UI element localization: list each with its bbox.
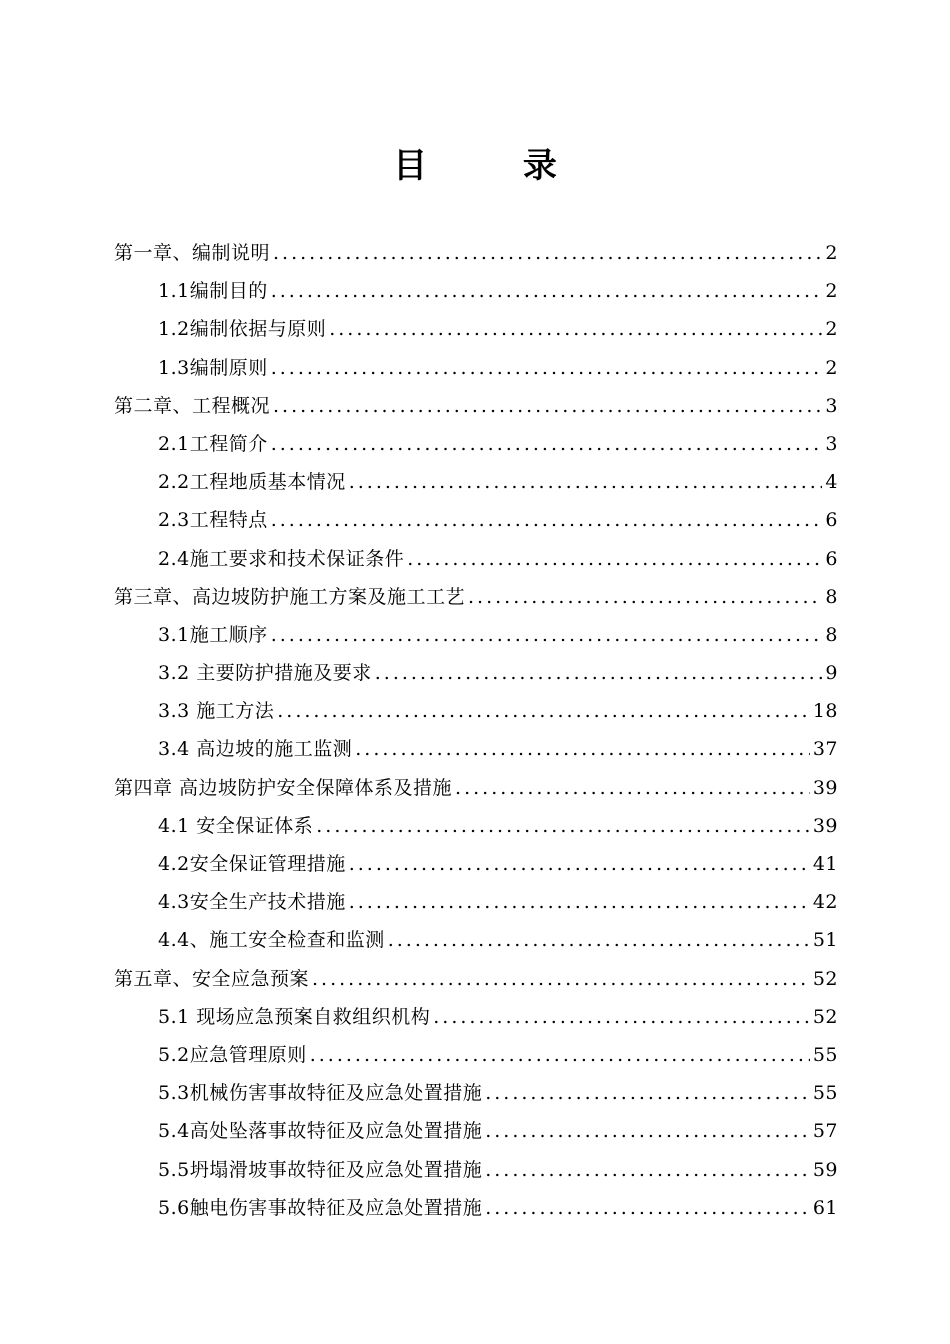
toc-entry-label: 3.3 施工方法	[158, 700, 275, 723]
toc-entry-label: 3.4 高边坡的施工监测	[158, 738, 353, 761]
dot-leader	[271, 425, 823, 463]
dot-leader	[375, 654, 823, 692]
toc-entry-page-number: 41	[812, 853, 838, 875]
dot-leader	[273, 387, 822, 425]
toc-entry-label: 2.2工程地质基本情况	[158, 471, 346, 494]
toc-entry-label: 2.3工程特点	[158, 509, 268, 532]
toc-entry-label: 4.3安全生产技术措施	[158, 891, 346, 914]
dot-leader	[388, 921, 810, 959]
toc-chapter-entry[interactable]	[114, 387, 838, 425]
dot-leader	[277, 692, 810, 730]
toc-entry-page-number: 37	[812, 738, 838, 761]
toc-entry-page-number: 3	[825, 394, 838, 417]
dot-leader	[329, 310, 822, 348]
toc-entry-label: 5.6触电伤害事故特征及应急处置措施	[158, 1196, 483, 1219]
dot-leader	[485, 1112, 810, 1150]
dot-leader	[355, 730, 810, 768]
dot-leader	[271, 349, 823, 387]
toc-section-entry[interactable]	[114, 310, 838, 348]
toc-entry-label: 第四章 高边坡防护安全保障体系及措施	[114, 776, 453, 799]
toc-entry-label: 5.4高处坠落事故特征及应急处置措施	[158, 1120, 483, 1143]
toc-section-entry[interactable]	[114, 1074, 838, 1112]
toc-entry-label: 5.1 现场应急预案自救组织机构	[158, 1005, 431, 1028]
toc-chapter-entry[interactable]	[114, 769, 838, 807]
toc-entry-label: 第五章、安全应急预案	[114, 967, 310, 990]
dot-leader	[349, 845, 810, 883]
toc-entry-label: 5.3机械伤害事故特征及应急处置措施	[158, 1082, 483, 1105]
toc-entry-page-number: 39	[812, 814, 838, 837]
toc-entry-page-number: 52	[812, 1005, 838, 1028]
toc-chapter-entry[interactable]	[114, 960, 838, 998]
toc-entry-page-number: 51	[812, 929, 838, 952]
dot-leader	[349, 883, 810, 921]
toc-entry-page-number: 2	[825, 318, 838, 341]
dot-leader	[433, 998, 810, 1036]
toc-entry-label: 3.2 主要防护措施及要求	[158, 662, 372, 685]
toc-section-entry[interactable]	[114, 540, 838, 578]
dot-leader	[349, 463, 823, 501]
toc-entry-label: 4.4、施工安全检查和监测	[158, 929, 385, 952]
toc-entry-page-number: 59	[812, 1158, 838, 1181]
dot-leader	[271, 501, 823, 539]
toc-entry-page-number: 8	[825, 623, 838, 646]
dot-leader	[271, 616, 823, 654]
toc-entry-page-number: 18	[812, 700, 838, 723]
toc-entry-label: 4.1 安全保证体系	[158, 814, 314, 837]
toc-entry-page-number: 61	[812, 1196, 838, 1219]
toc-entry-page-number: 55	[812, 1043, 838, 1066]
toc-entry-page-number: 6	[825, 547, 838, 570]
toc-entry-label: 1.1编制目的	[158, 280, 268, 303]
toc-section-entry[interactable]	[114, 921, 838, 959]
dot-leader	[407, 540, 822, 578]
toc-section-entry[interactable]	[114, 349, 838, 387]
toc-entry-page-number: 52	[812, 967, 838, 990]
toc-entry-page-number: 8	[825, 585, 838, 608]
toc-section-entry[interactable]	[114, 1112, 838, 1150]
toc-section-entry[interactable]	[114, 845, 838, 883]
toc-entry-page-number: 57	[812, 1120, 838, 1143]
toc-section-entry[interactable]	[114, 692, 838, 730]
toc-entry-label: 5.5坍塌滑坡事故特征及应急处置措施	[158, 1158, 483, 1181]
toc-entry-page-number: 2	[825, 356, 838, 379]
toc-entry-page-number: 4	[825, 471, 838, 494]
table-of-contents	[114, 234, 838, 1227]
dot-leader	[273, 234, 822, 272]
toc-section-entry[interactable]	[114, 654, 838, 692]
toc-section-entry[interactable]	[114, 501, 838, 539]
toc-entry-label: 1.3编制原则	[158, 356, 268, 379]
dot-leader	[316, 807, 810, 845]
toc-section-entry[interactable]	[114, 616, 838, 654]
dot-leader	[312, 960, 810, 998]
toc-entry-page-number: 2	[825, 242, 838, 264]
toc-section-entry[interactable]	[114, 1036, 838, 1074]
toc-entry-page-number: 2	[825, 280, 838, 303]
toc-entry-label: 5.2应急管理原则	[158, 1043, 307, 1066]
toc-entry-page-number: 55	[812, 1082, 838, 1105]
page-title: 目 录	[393, 146, 599, 186]
toc-chapter-entry[interactable]	[114, 234, 838, 272]
toc-section-entry[interactable]	[114, 1151, 838, 1189]
toc-entry-label: 第三章、高边坡防护施工方案及施工工艺	[114, 585, 466, 608]
toc-section-entry[interactable]	[114, 272, 838, 310]
toc-entry-page-number: 39	[812, 776, 838, 799]
dot-leader	[271, 272, 823, 310]
toc-section-entry[interactable]	[114, 998, 838, 1036]
dot-leader	[485, 1074, 810, 1112]
toc-chapter-entry[interactable]	[114, 578, 838, 616]
toc-section-entry[interactable]	[114, 807, 838, 845]
toc-entry-page-number: 42	[812, 891, 838, 914]
dot-leader	[485, 1151, 810, 1189]
toc-entry-label: 3.1施工顺序	[158, 623, 268, 646]
dot-leader	[455, 769, 810, 807]
toc-entry-label: 1.2编制依据与原则	[158, 318, 327, 341]
toc-section-entry[interactable]	[114, 730, 838, 768]
toc-entry-label: 2.4施工要求和技术保证条件	[158, 547, 405, 570]
toc-entry-label: 第一章、编制说明	[114, 242, 271, 264]
toc-section-entry[interactable]	[114, 425, 838, 463]
dot-leader	[310, 1036, 810, 1074]
dot-leader	[468, 578, 822, 616]
dot-leader	[485, 1189, 810, 1227]
toc-entry-label: 第二章、工程概况	[114, 394, 271, 417]
toc-entry-label: 4.2安全保证管理措施	[158, 853, 346, 875]
toc-section-entry[interactable]	[114, 1189, 838, 1227]
toc-section-entry[interactable]	[114, 463, 838, 501]
toc-entry-page-number: 3	[825, 432, 838, 455]
toc-section-entry[interactable]	[114, 883, 838, 921]
toc-entry-page-number: 6	[825, 509, 838, 532]
toc-entry-label: 2.1工程简介	[158, 432, 268, 455]
toc-entry-page-number: 9	[825, 662, 838, 685]
